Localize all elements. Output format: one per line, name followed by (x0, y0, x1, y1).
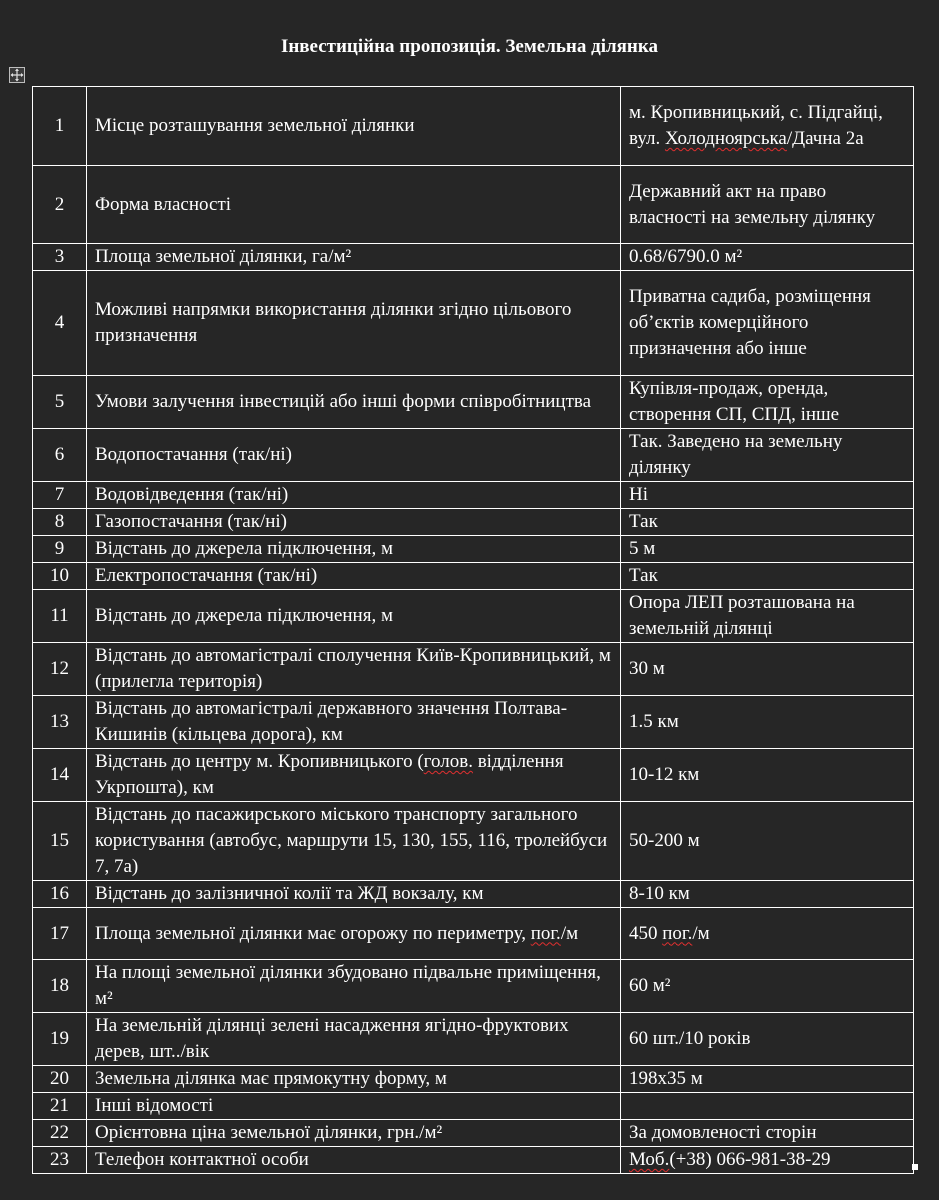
move-cross-icon[interactable] (9, 67, 25, 83)
row-number: 2 (33, 166, 87, 244)
row-value: 8-10 км (621, 881, 914, 908)
row-number: 15 (33, 802, 87, 881)
row-label: Відстань до джерела підключення, м (87, 590, 621, 643)
row-value: 1.5 км (621, 696, 914, 749)
table-row (33, 1120, 914, 1147)
row-value: 450 пог./м (621, 908, 914, 960)
table-row (33, 802, 914, 881)
row-number: 10 (33, 563, 87, 590)
row-number: 1 (33, 87, 87, 166)
table-row (33, 643, 914, 696)
table-row (33, 1013, 914, 1066)
row-value: 198х35 м (621, 1066, 914, 1093)
row-label: Електропостачання (так/ні) (87, 563, 621, 590)
row-label: Площа земельної ділянки, га/м² (87, 244, 621, 271)
table-row (33, 881, 914, 908)
table-row (33, 960, 914, 1013)
table-row (33, 376, 914, 429)
row-value: Так. Заведено на земельну ділянку (621, 429, 914, 482)
row-value: 0.68/6790.0 м² (621, 244, 914, 271)
row-value: Так (621, 509, 914, 536)
spellcheck-underline: голов. (423, 751, 473, 772)
row-label: Відстань до залізничної колії та ЖД вокзалу, км (87, 881, 621, 908)
row-label: Земельна ділянка має прямокутну форму, м (87, 1066, 621, 1093)
row-label: Телефон контактної особи (87, 1147, 621, 1174)
table-row (33, 166, 914, 244)
table-row (33, 1066, 914, 1093)
table-row (33, 1093, 914, 1120)
row-label: Форма власності (87, 166, 621, 244)
table-row (33, 429, 914, 482)
row-label: Водовідведення (так/ні) (87, 482, 621, 509)
row-value (621, 1093, 914, 1120)
table-row (33, 244, 914, 271)
table-row (33, 563, 914, 590)
row-label: На земельній ділянці зелені насадження ягідно-фруктових дерев, шт../вік (87, 1013, 621, 1066)
row-number: 19 (33, 1013, 87, 1066)
row-value: 60 шт./10 років (621, 1013, 914, 1066)
document-title: Інвестиційна пропозиція. Земельна ділянка (280, 36, 659, 57)
row-number: 5 (33, 376, 87, 429)
row-value: Купівля-продаж, оренда, створення СП, СПД, інше (621, 376, 914, 429)
row-value: 50-200 м (621, 802, 914, 881)
row-number: 18 (33, 960, 87, 1013)
row-label: Газопостачання (так/ні) (87, 509, 621, 536)
row-label: Водопостачання (так/ні) (87, 429, 621, 482)
table-row (33, 908, 914, 960)
table-row (33, 509, 914, 536)
table-row (33, 482, 914, 509)
row-number: 21 (33, 1093, 87, 1120)
row-label: Відстань до центру м. Кропивницького (голов. відділення Укрпошта), км (87, 749, 621, 802)
row-value: Моб.(+38) 066-981-38-29 (621, 1147, 914, 1174)
row-number: 4 (33, 271, 87, 376)
table-row (33, 87, 914, 166)
row-number: 22 (33, 1120, 87, 1147)
row-value: м. Кропивницький, с. Підгайці, вул. Холодноярська/Дачна 2а (621, 87, 914, 166)
spellcheck-underline: Моб. (629, 1149, 670, 1170)
table-row (33, 749, 914, 802)
resize-square-icon[interactable] (912, 1164, 918, 1170)
row-number: 3 (33, 244, 87, 271)
spellcheck-underline: пог. (530, 922, 561, 944)
spellcheck-underline: пог. (662, 922, 693, 944)
row-label: Відстань до пасажирського міського транспорту загального користування (автобус, маршрути 15, 130, 155, 116, тролейбуси 7, 7а) (87, 802, 621, 881)
row-value: 5 м (621, 536, 914, 563)
row-number: 17 (33, 908, 87, 960)
row-number: 20 (33, 1066, 87, 1093)
row-value: Так (621, 563, 914, 590)
row-label: На площі земельної ділянки збудовано підвальне приміщення, м² (87, 960, 621, 1013)
row-number: 23 (33, 1147, 87, 1174)
row-label: Відстань до автомагістралі сполучення Київ-Кропивницький, м (прилегла територія) (87, 643, 621, 696)
spellcheck-underline: Холодноярська (664, 128, 787, 149)
investment-table (32, 86, 914, 1174)
row-value: 60 м² (621, 960, 914, 1013)
table-row (33, 536, 914, 563)
row-value: Ні (621, 482, 914, 509)
row-label: Можливі напрямки використання ділянки згідно цільового призначення (87, 271, 621, 376)
row-value: 30 м (621, 643, 914, 696)
row-number: 11 (33, 590, 87, 643)
row-number: 7 (33, 482, 87, 509)
row-label: Відстань до джерела підключення, м (87, 536, 621, 563)
row-number: 13 (33, 696, 87, 749)
row-label: Орієнтовна ціна земельної ділянки, грн./м² (87, 1120, 621, 1147)
table-row (33, 1147, 914, 1174)
row-label: Площа земельної ділянки має огорожу по периметру, пог./м (87, 908, 621, 960)
table-row (33, 590, 914, 643)
row-label: Умови залучення інвестицій або інші форми співробітництва (87, 376, 621, 429)
row-number: 9 (33, 536, 87, 563)
row-number: 6 (33, 429, 87, 482)
row-number: 8 (33, 509, 87, 536)
row-value: Приватна садиба, розміщення об’єктів комерційного призначення або інше (621, 271, 914, 376)
table-row (33, 696, 914, 749)
row-value: Державний акт на право власності на земельну ділянку (621, 166, 914, 244)
row-label: Відстань до автомагістралі державного значення Полтава-Кишинів (кільцева дорога), км (87, 696, 621, 749)
row-value: Опора ЛЕП розташована на земельній ділянці (621, 590, 914, 643)
row-number: 16 (33, 881, 87, 908)
row-value: 10-12 км (621, 749, 914, 802)
row-number: 12 (33, 643, 87, 696)
row-number: 14 (33, 749, 87, 802)
row-value: За домовленості сторін (621, 1120, 914, 1147)
row-label: Інші відомості (87, 1093, 621, 1120)
row-label: Місце розташування земельної ділянки (87, 87, 621, 166)
table-row (33, 271, 914, 376)
